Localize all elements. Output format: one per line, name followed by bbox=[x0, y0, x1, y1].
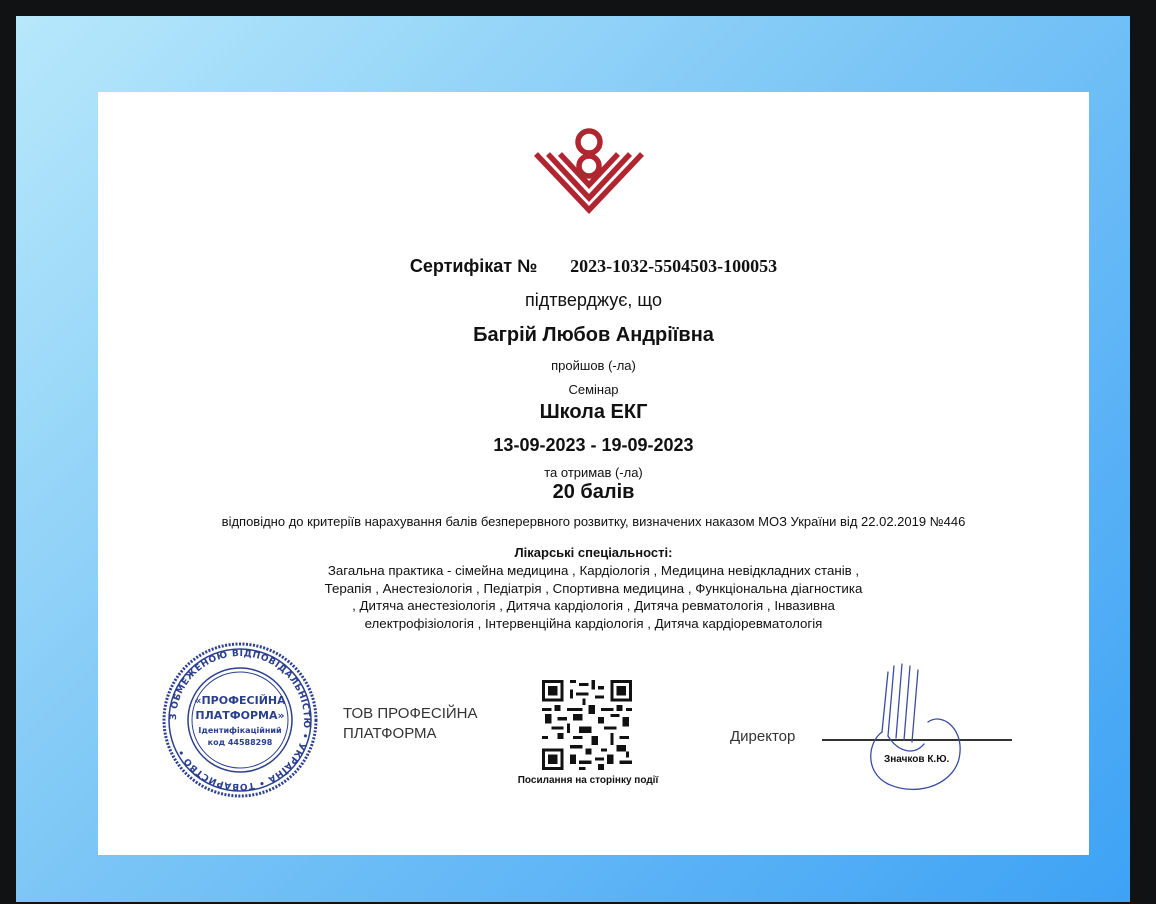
director-signature bbox=[858, 652, 978, 802]
confirms-text: підтверджує, що bbox=[524, 290, 662, 310]
stamp-center-line2: ПЛАТФОРМА» bbox=[195, 709, 285, 722]
organization-line: ПЛАТФОРМА bbox=[343, 725, 437, 742]
specialties-line: електрофізіологія , Інтервенційна кардіологія , Дитяча кардіоревматологія bbox=[364, 615, 823, 631]
specialties-line: Терапія , Анестезіологія , Педіатрія , Спортивна медицина , Функціональна діагностика bbox=[324, 580, 863, 596]
qr-code-icon[interactable] bbox=[542, 680, 632, 770]
certificate-label: Сертифікат № bbox=[409, 256, 538, 276]
criteria-text: відповідно до критеріїв нарахування балів безперервного розвитку, визначених наказом МОЗ України від 22.02.2019 №446 bbox=[221, 514, 966, 529]
organization-name bbox=[343, 704, 477, 744]
stamp-center-line4: код 44588298 bbox=[207, 738, 273, 747]
certificate-frame bbox=[16, 16, 1130, 902]
certificate-number: 2023-1032-5504503-100053 bbox=[570, 256, 778, 276]
director-name: Значков К.Ю. bbox=[884, 754, 950, 765]
certificate-sheet bbox=[98, 92, 1089, 855]
specialties-line: , Дитяча анестезіологія , Дитяча кардіологія , Дитяча ревматологія , Інвазивна bbox=[352, 598, 835, 613]
organization-line: ТОВ ПРОФЕСІЙНА bbox=[343, 705, 478, 722]
specialties-line: Загальна практика - сімейна медицина , Кардіологія , Медицина невідкладних станів , bbox=[327, 563, 860, 578]
stamp-ring-text: З ОБМЕЖЕНОЮ ВІДПОВІДАЛЬНІСТЮ • УКРАЇНА • ТОВАРИСТВО • bbox=[168, 648, 312, 792]
received-text: та отримав (-ла) bbox=[544, 465, 643, 480]
stamp-center-line3: Ідентифікаційний bbox=[198, 726, 282, 735]
certificate-number-line bbox=[98, 256, 1089, 277]
logo-icon bbox=[534, 122, 644, 214]
specialties-list bbox=[98, 562, 1089, 632]
stamp-center-line1: «ПРОФЕСІЙНА bbox=[194, 694, 286, 707]
qr-caption: Посилання на сторінку події bbox=[517, 775, 659, 786]
passed-text: пройшов (-ла) bbox=[551, 358, 636, 373]
specialties-title: Лікарські спеціальності: bbox=[514, 545, 673, 560]
event-title: Школа ЕКГ bbox=[539, 401, 648, 423]
company-stamp bbox=[160, 640, 320, 800]
recipient-name: Багрій Любов Андріївна bbox=[473, 324, 714, 346]
points-awarded: 20 балів bbox=[552, 481, 635, 503]
event-type: Семінар bbox=[568, 382, 619, 397]
event-dates: 13-09-2023 - 19-09-2023 bbox=[493, 435, 694, 455]
director-label: Директор bbox=[730, 728, 796, 745]
